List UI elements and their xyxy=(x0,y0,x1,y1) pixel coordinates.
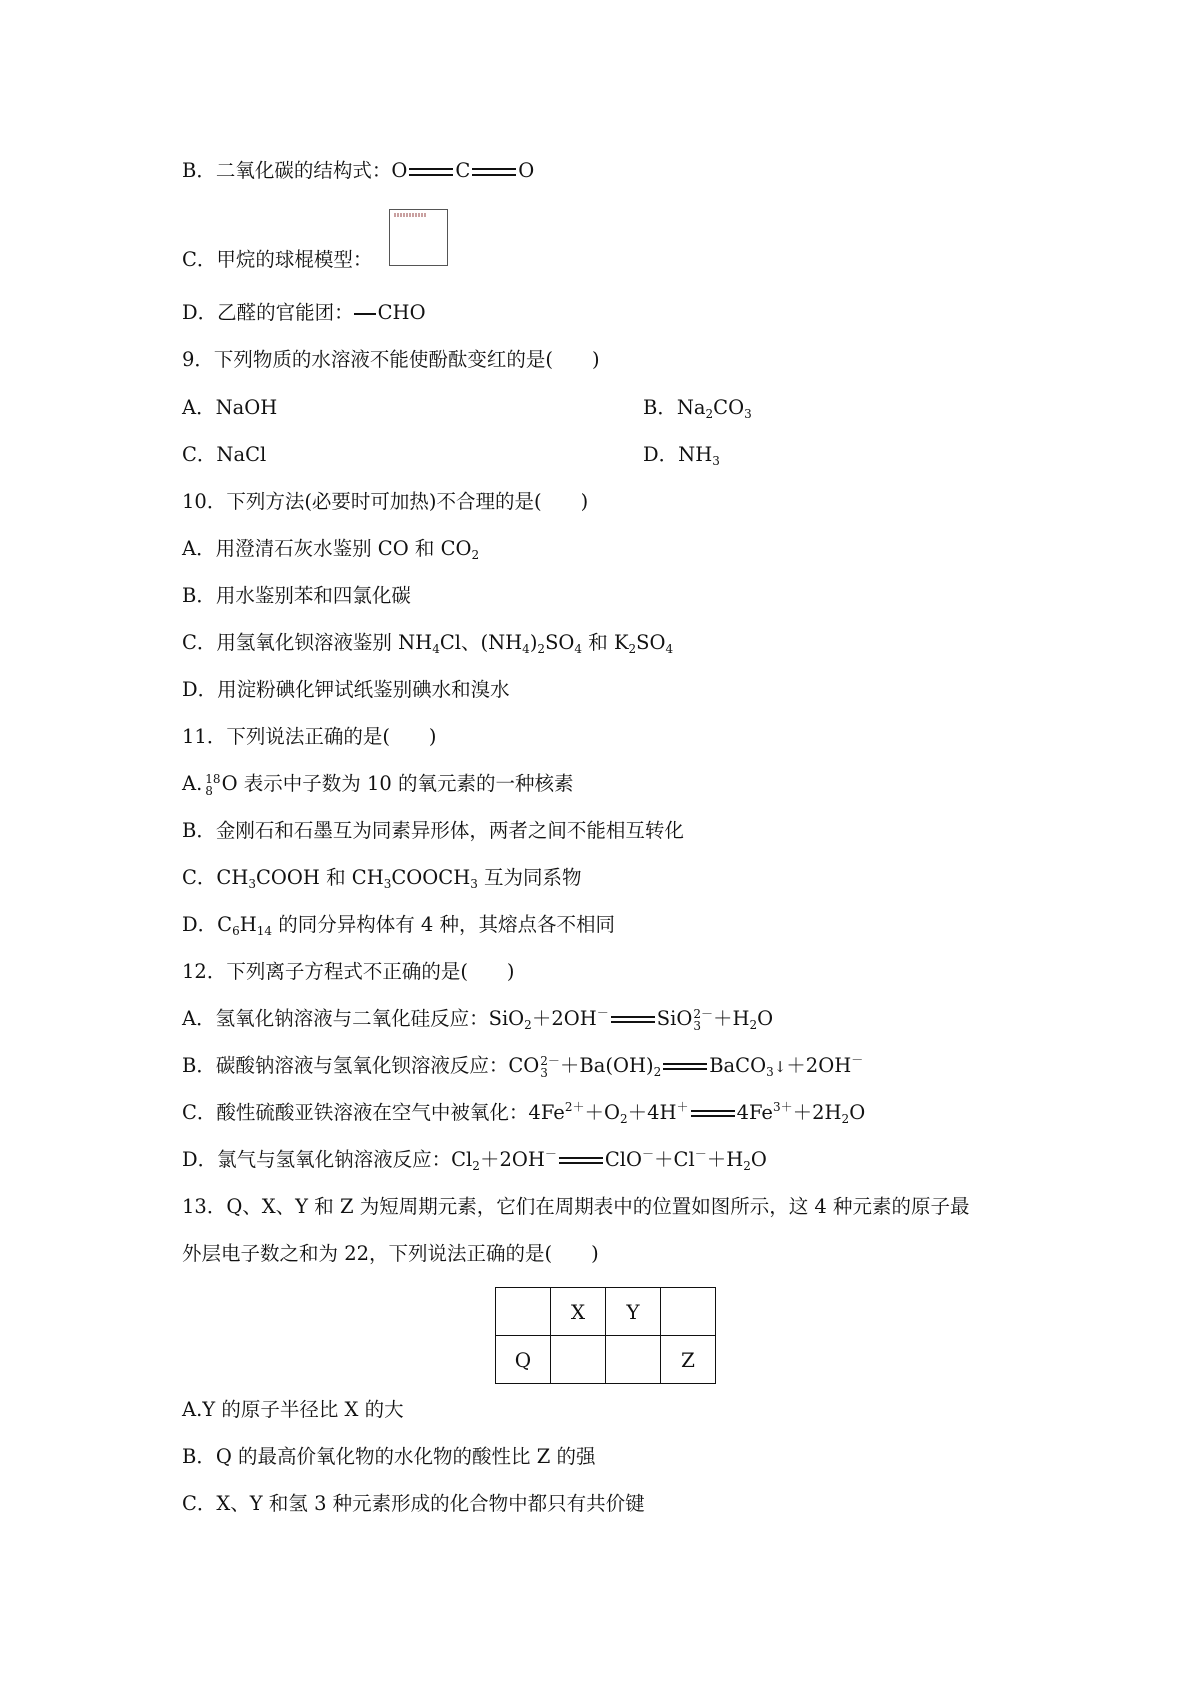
q12-d-5: ＋H xyxy=(706,1148,744,1171)
table-cell: Z xyxy=(661,1336,716,1384)
q11-c-1: C．CH xyxy=(182,866,249,889)
q11-d-sub1: 6 xyxy=(232,924,240,938)
q11-c-3: COOCH xyxy=(391,866,471,889)
q11-c-sub1: 3 xyxy=(248,877,256,891)
q9-option-c: C．NaCl xyxy=(182,443,267,466)
q12-d-2: ＋2OH xyxy=(479,1148,545,1171)
q12-a-sub3: 2 xyxy=(749,1018,758,1032)
q10-c-sub3: 2 xyxy=(537,642,546,656)
q10-option-a xyxy=(182,535,479,563)
q11-stem: 11．下列说法正确的是( ) xyxy=(182,725,437,748)
q12-c-sup1: 2＋ xyxy=(564,1100,585,1114)
q9-b-1: B．Na xyxy=(643,396,706,419)
atom-o2: O xyxy=(518,159,535,182)
q8-d-text: D．乙醛的官能团： xyxy=(182,301,354,324)
equals-sign xyxy=(611,1016,655,1023)
q10-stem: 10．下列方法(必要时可加热)不合理的是( ) xyxy=(182,490,589,513)
q12-a-sub1: 2 xyxy=(524,1018,532,1032)
q13-option-b: B．Q 的最高价氧化物的水化物的酸性比 Z 的强 xyxy=(182,1445,596,1468)
q10-c-1: C．用氢氧化钡溶液鉴别 NH xyxy=(182,631,433,654)
q12-d-sub1: 2 xyxy=(472,1159,480,1173)
q12-b-2: ＋Ba(OH) xyxy=(559,1054,654,1077)
q11-c-sub3: 3 xyxy=(470,877,478,891)
q12-d-4: ＋Cl xyxy=(654,1148,695,1171)
atom-o1: O xyxy=(391,159,408,182)
precipitate-arrow-icon: ↓ xyxy=(773,1058,787,1076)
q12-a-4: ＋H xyxy=(712,1007,750,1030)
q12-d-3: ClO xyxy=(604,1148,643,1171)
q12-b-sub3: 3 xyxy=(766,1065,774,1079)
equals-sign xyxy=(663,1063,707,1070)
q12-b-sub2: 2 xyxy=(653,1065,662,1079)
q8-b-text: B．二氧化碳的结构式： xyxy=(182,159,392,182)
q12-a-5: O xyxy=(757,1007,774,1030)
q13-option-c: C．X、Y 和氢 3 种元素形成的化合物中都只有共价键 xyxy=(182,1492,645,1515)
q12-c-sup4: 3＋ xyxy=(772,1100,793,1114)
q11-a-text: O 表示中子数为 10 的氧元素的一种核素 xyxy=(221,772,574,795)
q12-a-sup1: － xyxy=(596,1006,609,1020)
q8-option-d xyxy=(182,299,426,327)
q9-option-b xyxy=(643,394,752,422)
q10-c-4: SO xyxy=(545,631,575,654)
q11-d-2: H xyxy=(239,913,257,936)
q10-a-text: A．用澄清石灰水鉴别 CO 和 CO xyxy=(182,537,472,560)
q10-option-d: D．用淀粉碘化钾试纸鉴别碘水和溴水 xyxy=(182,678,510,701)
q12-d-sup3: － xyxy=(642,1147,655,1161)
q12-b-sup2: － xyxy=(851,1053,864,1067)
q12-a-sup2: 2－ xyxy=(693,1006,713,1021)
table-row xyxy=(496,1288,716,1336)
equals-sign xyxy=(559,1157,603,1164)
q12-option-a xyxy=(182,1005,773,1033)
q10-option-b: B．用水鉴别苯和四氯化碳 xyxy=(182,584,411,607)
q12-b-sup1: 2－ xyxy=(540,1053,560,1068)
mass-number: 18 xyxy=(205,771,221,786)
table-cell xyxy=(661,1288,716,1336)
q11-a-label: A. xyxy=(182,772,203,795)
q12-option-c xyxy=(182,1099,865,1127)
q10-c-sub5: 2 xyxy=(628,642,637,656)
table-cell xyxy=(606,1336,661,1384)
q12-a-sub2: 3 xyxy=(693,1018,701,1033)
q12-c-6: O xyxy=(849,1101,866,1124)
q11-option-d xyxy=(182,911,615,939)
q10-c-sub2: 4 xyxy=(522,642,530,656)
q12-d-6: O xyxy=(750,1148,767,1171)
q12-c-3: ＋4H xyxy=(627,1101,677,1124)
table-cell xyxy=(496,1288,551,1336)
table-cell xyxy=(551,1336,606,1384)
q12-c-4: 4Fe xyxy=(736,1101,773,1124)
functional-group: CHO xyxy=(377,301,426,324)
q10-c-sub4: 4 xyxy=(574,642,583,656)
methane-model-image-placeholder xyxy=(389,209,448,266)
q9-stem: 9．下列物质的水溶液不能使酚酞变红的是( ) xyxy=(182,348,600,371)
q10-c-3: ) xyxy=(529,631,538,654)
q12-a-2: ＋2OH xyxy=(531,1007,597,1030)
q11-d-3: 的同分异构体有 4 种，其熔点各不相同 xyxy=(272,913,616,936)
nuclide-notation xyxy=(205,773,220,797)
q12-b-sub1: 3 xyxy=(540,1065,548,1080)
q12-a-supsub xyxy=(693,1008,713,1032)
q11-option-c xyxy=(182,864,582,892)
q10-c-sub6: 4 xyxy=(665,642,674,656)
atomic-number: 8 xyxy=(205,783,213,798)
double-bond-2 xyxy=(472,168,516,176)
q12-stem: 12．下列离子方程式不正确的是( ) xyxy=(182,960,515,983)
q12-b-supsub xyxy=(540,1055,560,1079)
q12-c-1: C．酸性硫酸亚铁溶液在空气中被氧化：4Fe xyxy=(182,1101,565,1124)
q12-b-1: B．碳酸钠溶液与氢氧化钡溶液反应：CO xyxy=(182,1054,540,1077)
table-cell: Y xyxy=(606,1288,661,1336)
q12-a-3: SiO xyxy=(656,1007,693,1030)
q9-b-sub1: 2 xyxy=(705,407,714,421)
bond-dash xyxy=(354,313,376,315)
q11-c-sub2: 3 xyxy=(383,877,392,891)
q9-b-2: CO xyxy=(713,396,745,419)
q12-d-sub5: 2 xyxy=(743,1159,751,1173)
q12-c-5: ＋2H xyxy=(792,1101,842,1124)
q9-d-1: D．NH xyxy=(643,443,713,466)
q12-d-sup2: － xyxy=(544,1147,557,1161)
q11-c-2: COOH 和 CH xyxy=(256,866,384,889)
q12-d-sup4: － xyxy=(694,1147,707,1161)
q12-b-3: BaCO xyxy=(709,1054,767,1077)
q12-d-1: D．氯气与氢氧化钠溶液反应：Cl xyxy=(182,1148,473,1171)
q9-d-sub: 3 xyxy=(712,454,720,468)
q12-c-sup3: ＋ xyxy=(676,1100,689,1114)
equals-sign xyxy=(691,1110,735,1117)
q12-b-4: ＋2OH xyxy=(786,1054,852,1077)
q12-c-sub5: 2 xyxy=(841,1112,850,1126)
q11-option-b: B．金刚石和石墨互为同素异形体，两者之间不能相互转化 xyxy=(182,819,684,842)
double-bond-1 xyxy=(409,168,453,176)
q9-option-a: A．NaOH xyxy=(182,396,278,419)
table-cell: X xyxy=(551,1288,606,1336)
q9-option-d xyxy=(643,441,720,469)
broken-image-icon xyxy=(394,213,426,217)
periodic-table-fragment xyxy=(495,1287,716,1384)
q13-option-a: A.Y 的原子半径比 X 的大 xyxy=(182,1398,404,1421)
table-row xyxy=(496,1336,716,1384)
q12-c-2: ＋O xyxy=(584,1101,620,1124)
q9-b-sub2: 3 xyxy=(744,407,752,421)
q11-c-4: 互为同系物 xyxy=(477,866,582,889)
q12-a-1: A．氢氧化钠溶液与二氧化硅反应：SiO xyxy=(182,1007,525,1030)
q10-a-sub: 2 xyxy=(471,548,480,562)
q11-d-sub2: 14 xyxy=(256,924,272,938)
q11-d-1: D．C xyxy=(182,913,233,936)
q10-c-5: 和 K xyxy=(582,631,629,654)
q10-c-sub1: 4 xyxy=(432,642,440,656)
q12-option-b xyxy=(182,1052,863,1081)
q10-c-2: Cl、(NH xyxy=(439,631,523,654)
q12-option-d xyxy=(182,1146,767,1174)
q10-option-c xyxy=(182,629,673,657)
q13-stem-line1: 13．Q、X、Y 和 Z 为短周期元素，它们在周期表中的位置如图所示，这 4 种元素的原子最 xyxy=(182,1195,970,1218)
q10-c-6: SO xyxy=(636,631,666,654)
q13-stem-line2: 外层电子数之和为 22，下列说法正确的是( ) xyxy=(182,1242,599,1265)
q12-c-sub2: 2 xyxy=(619,1112,628,1126)
q8-option-c: C．甲烷的球棍模型： xyxy=(182,248,373,271)
table-cell: Q xyxy=(496,1336,551,1384)
atom-c: C xyxy=(455,159,471,182)
q11-option-a xyxy=(182,770,573,798)
q8-option-b xyxy=(182,157,534,185)
